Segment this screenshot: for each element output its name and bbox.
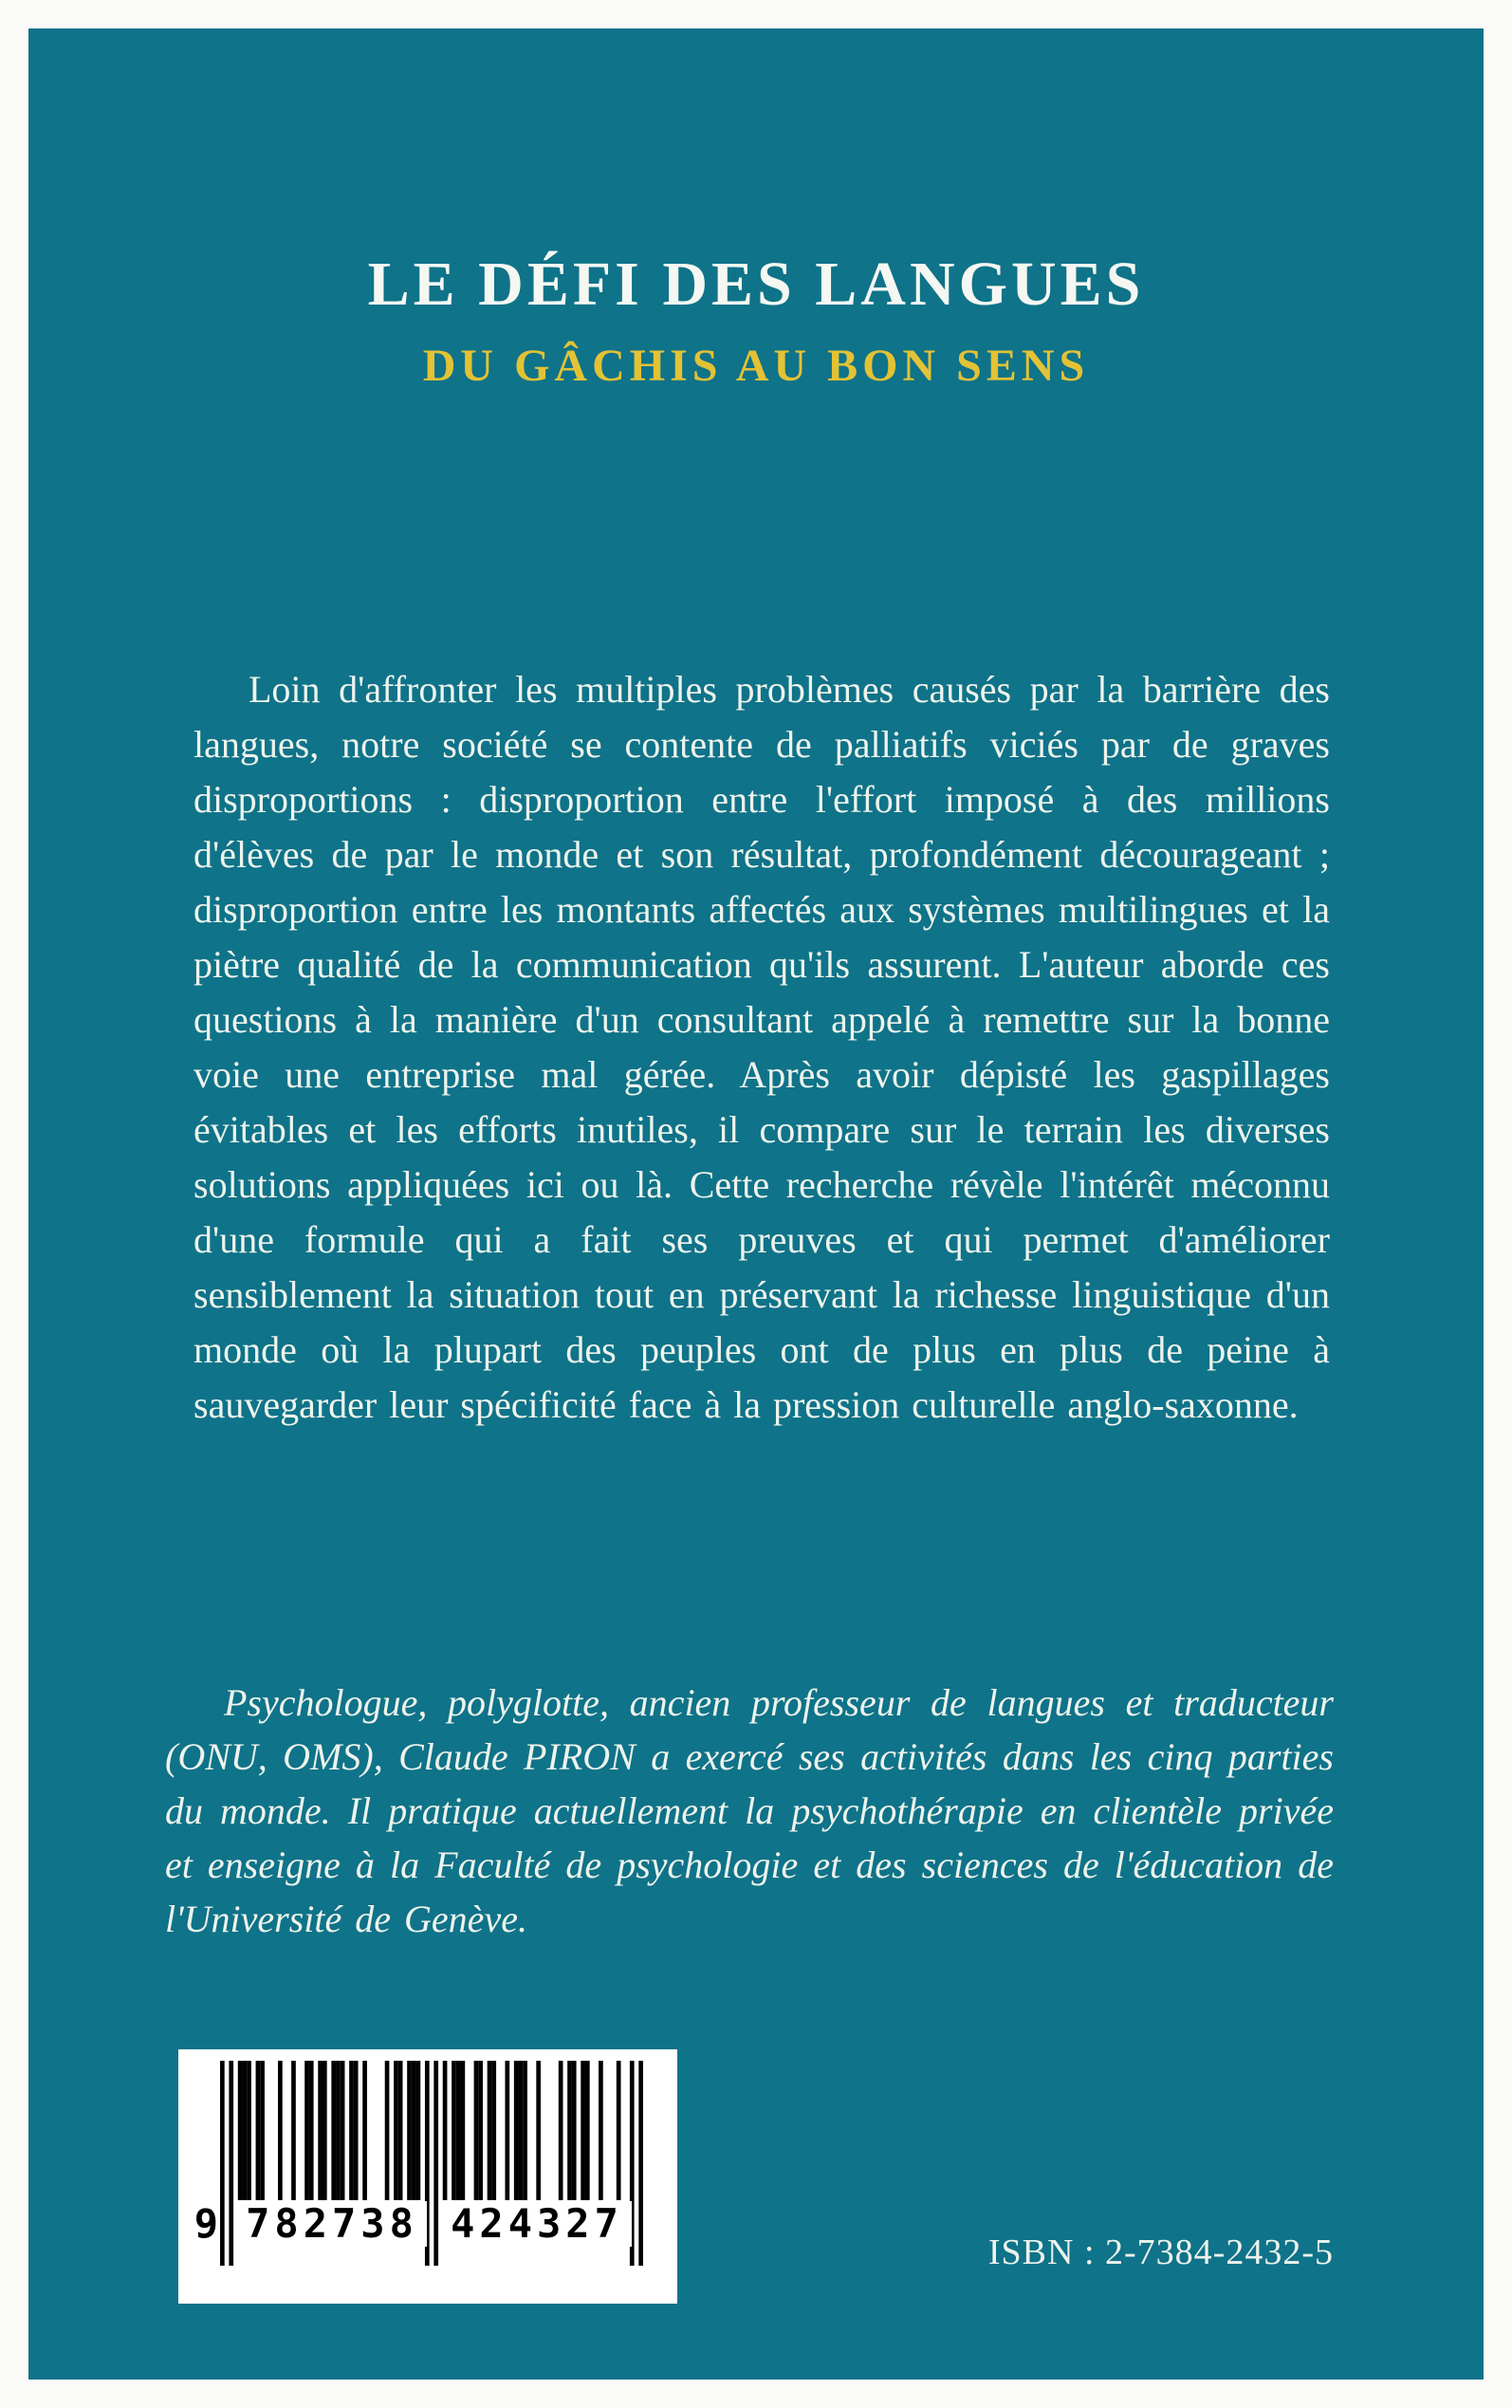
author-bio-paragraph: Psychologue, polyglotte, ancien professeur de langues et traducteur (ONU, OMS), Claude PIRON a exercé ses activités dans les cinq parties du monde. Il pratique actuellement la psychothérapie en clientèle privée et enseigne à la Faculté de psychologie et des sciences de l'éducation de l'Université de Genève. <box>165 1681 1334 1940</box>
barcode-panel <box>178 2049 677 2304</box>
book-title: LE DÉFI DES LANGUES <box>367 250 1145 319</box>
synopsis-paragraph: Loin d'affronter les multiples problèmes causés par la barrière des langues, notre société se contente de palliatifs viciés par de graves disproportions : disproportion entre l'effort imposé à des millions d'élèves de par le monde et son résultat, profondément décourageant ; disproportion entre les montants affectés aux systèmes multilingues et la piètre qualité de la communication qu'ils assurent. L'auteur aborde ces questions à la manière d'un consultant appelé à remettre sur la bonne voie une entreprise mal gérée. Après avoir dépisté les gaspillages évitables et les efforts inutiles, il compare sur le terrain les diverses solutions appliquées ici ou là. Cette recherche révèle l'intérêt méconnu d'une formule qui a fait ses preuves et qui permet d'améliorer sensiblement la situation tout en préservant la richesse linguistique d'un monde où la plupart des peuples ont de plus en plus de peine à sauvegarder leur spécificité face à la pression culturelle anglo-saxonne. <box>194 668 1330 1426</box>
cover-background <box>28 28 1484 2380</box>
barcode-digits-right: 424327 <box>442 2201 632 2247</box>
barcode-digits-left: 782738 <box>237 2201 427 2247</box>
barcode-digit-first: 9 <box>180 2201 218 2247</box>
isbn-label: ISBN : 2-7384-2432-5 <box>987 2232 1334 2272</box>
book-subtitle: DU GÂCHIS AU BON SENS <box>422 341 1090 391</box>
